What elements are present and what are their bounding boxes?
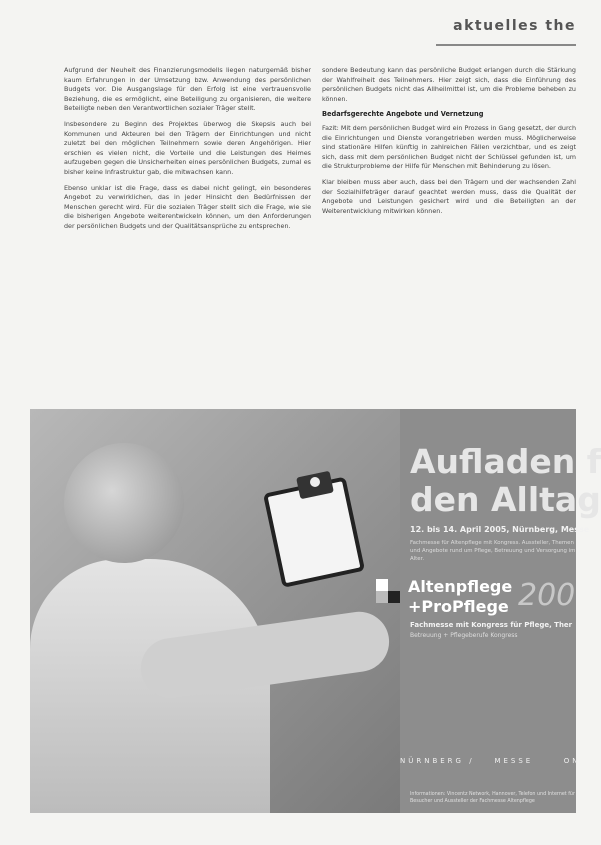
brand-name-line2: +ProPflege — [408, 597, 509, 616]
ad-headline-line: Aufladen f — [410, 442, 601, 481]
advertisement-block — [30, 409, 601, 813]
venue-city: NÜRNBERG — [400, 757, 464, 765]
ad-event-date: 12. bis 14. April 2005, Nürnberg, Messe — [410, 525, 590, 534]
venue-separator: / — [469, 757, 475, 765]
ad-footer-text: Informationen: Vincentz Network, Hannover, Telefon und Internet für Besucher und Aussteller der Fachmesse Altenpflege — [410, 792, 575, 804]
article-paragraph: Aufgrund der Neuheit des Finanzierungsmodells liegen naturgemäß bisher kaum Erfahrungen in der Umsetzung bzw. Anwendung des persönlichen Budgets vor. Die Ausgangslage für den Erfolg ist eine vertrauensvolle Beziehung, die es ermöglicht, eine Beteiligung zu organisieren, die weitere Beteiligte neben den Verantwortlichen sozialer Träger stellt. — [64, 66, 311, 113]
brand-logo-icon — [374, 577, 402, 605]
clipboard-icon — [260, 464, 370, 584]
venue-bar — [400, 749, 581, 773]
section-subheading: Bedarfsgerechte Angebote und Vernetzung — [322, 110, 484, 119]
ad-description: Fachmesse für Altenpflege mit Kongress. Aussteller, Themen und Angebote rund um Pflege, Betreuung und Versorgung im Alter. — [410, 540, 576, 562]
ad-headline-line: den Alltag — [410, 480, 601, 519]
ad-tagline: Fachmesse mit Kongress für Pflege, Ther — [410, 621, 573, 629]
brand-year: 200 — [518, 578, 576, 613]
article-right-column — [322, 66, 576, 382]
brand-name-line1: Altenpflege — [408, 577, 513, 596]
article-paragraph: Fazit: Mit dem persönlichen Budget wird ein Prozess in Gang gesetzt, der durch die Einrichtungen und Dienste vorangetrieben werden muss. Möglicherweise sind stationäre Hilfen künftig in zahlreichen Fällen verzichtbar, und es zeigt sich, dass mit dem persönlichen Budget nicht der Schlüssel gefunden ist, um die Strukturprobleme der Hilfe für Menschen mit Behinderung zu lösen. — [322, 123, 576, 171]
photo-person-head — [64, 443, 184, 563]
article-paragraph: Insbesondere zu Beginn des Projektes überwog die Skepsis auch bei Kommunen und Akteuren bei den Trägern der Einrichtungen und nicht zuletzt bei den möglichen Teilnehmern sowie deren Angehörigen. Hier erschien es vielen nicht, die Vorteile und die Leistungen des Heimes aufzugeben gegen die Unsicherheiten eines persönlichen Budgets, zumal es bisher keine Infrastruktur gab, die mitwachsen kann. — [64, 119, 311, 176]
article-paragraph: Ebenso unklar ist die Frage, dass es dabei nicht gelingt, ein besonderes Angebot zu verwirklichen, das in jeder Hinsicht den Bedürfnissen der Menschen gerecht wird. Für die sozialen Träger stellt sich die Frage, wie sie die bisherigen Angebote weiterentwickeln können, um den Anforderungen der persönlichen Budgets und der Qualitätsansprüche zu entsprechen. — [64, 183, 311, 230]
ad-photo — [30, 409, 400, 813]
article-left-column — [64, 66, 311, 382]
header-rule — [436, 44, 576, 46]
ad-subtagline: Betreuung + Pflegeberufe Kongress — [410, 632, 518, 639]
article-paragraph: sondere Bedeutung kann das persönliche Budget erlangen durch die Stärkung der Wahlfreiheit des Teilnehmers. Hier zeigt sich, dass die Einführung des persönlichen Budgets nicht das Allheilmittel ist, um die Probleme beheben zu können. — [322, 66, 576, 103]
page-header-title: aktuelles the — [453, 18, 576, 34]
article-paragraph: Klar bleiben muss aber auch, dass bei den Trägern und der wachsenden Zahl der Sozialhilfeträger darauf geachtet werden muss, dass die Qualität der Angebote und Leistungen gesichert wird und die Beteiligten an der Weiterentwicklung mitwirken können. — [322, 177, 576, 215]
venue-messe: MESSE — [494, 757, 534, 765]
venue-suffix: ON — [563, 757, 581, 765]
ad-headline — [410, 442, 601, 519]
